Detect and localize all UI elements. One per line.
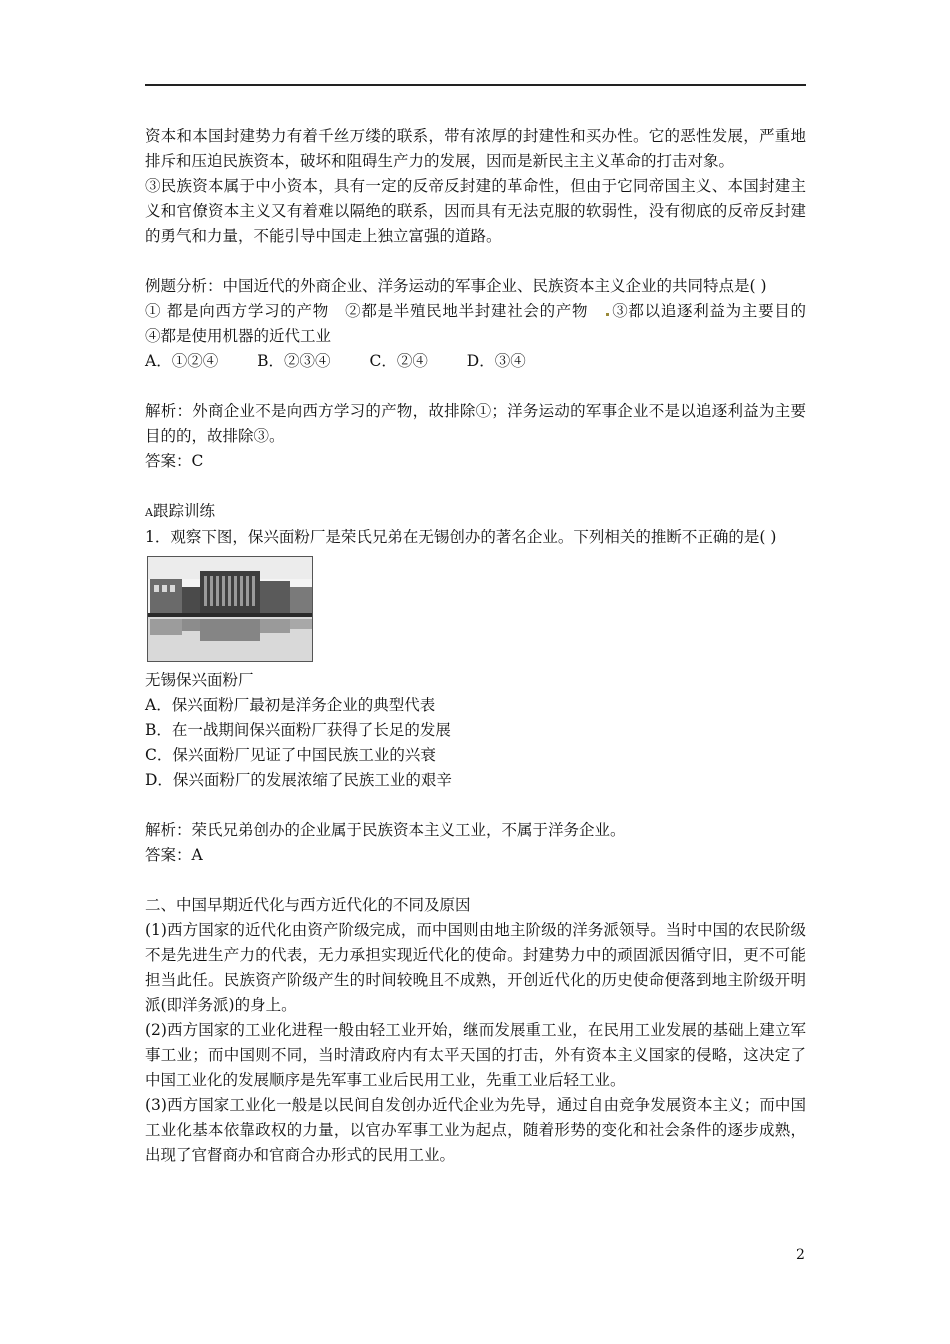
training-analysis: 解析：荣氏兄弟创办的企业属于民族资本主义工业，不属于洋务企业。 [145,821,626,839]
training-heading-text: 跟踪训练 [152,502,215,520]
paragraph-intro: 资本和本国封建势力有着千丝万缕的联系，带有浓厚的封建性和买办性。它的恶性发展，严重地排斥和压迫民族资本，破坏和阻碍生产力的发展，因而是新民主主义革命的打击对象。 [145,127,806,170]
figure-caption: 无锡保兴面粉厂 [145,671,254,689]
paragraph-point-3: ③民族资本属于中小资本，具有一定的反帝反封建的革命性，但由于它同帝国主义、本国封建主义和官僚资本主义又有着难以隔绝的联系，因而具有无法克服的软弱性，没有彻底的反帝反封建的勇气和力量，不能引导中国走上独立富强的道路。 [145,177,806,245]
training-option-a: A．保兴面粉厂最初是洋务企业的典型代表 [145,696,436,714]
example-statements [145,299,822,349]
example-statements-part1: ① 都是向西方学习的产物 ②都是半殖民地半封建社会的产物 [145,302,589,320]
training-answer: 答案：A [145,846,203,864]
flour-mill-photo [147,556,313,662]
page-number: 2 [796,1247,805,1263]
training-heading [145,499,806,525]
training-option-c: C．保兴面粉厂见证了中国民族工业的兴衰 [145,746,436,764]
example-option-d: D．③④ [466,352,526,370]
example-statements-part2: ③都以追逐利益为主要目的 ④都是使用机器的近代工业 [145,302,822,345]
section-2-item-2: (2)西方国家的工业化进程一般由轻工业开始，继而发展重工业，在民用工业发展的基础上建立军事工业；而中国则不同，当时清政府内有太平天国的打击，外有资本主义国家的侵略，这决定了中国工业化的发展顺序是先军事工业后民用工业，先重工业后轻工业。 [145,1021,806,1089]
training-option-b: B．在一战期间保兴面粉厂获得了长足的发展 [145,721,451,739]
example-options [145,349,806,374]
section-2-title: 二、中国早期近代化与西方近代化的不同及原因 [145,896,471,914]
example-option-b: B．②③④ [257,352,331,370]
example-option-c: C．②④ [369,352,428,370]
example-analysis: 解析：外商企业不是向西方学习的产物，故排除①；洋务运动的军事企业不是以追逐利益为主要目的的，故排除③。 [145,402,806,445]
page-content [145,124,822,1168]
header-rule [145,84,806,86]
example-answer: 答案：C [145,452,204,470]
section-2-item-1: (1)西方国家的近代化由资产阶级完成，而中国则由地主阶级的洋务派领导。当时中国的农民阶级不是先进生产力的代表，无力承担实现近代化的使命。封建势力中的顽固派因循守旧，更不可能担当此任。民族资产阶级产生的时间较晚且不成熟，开创近代化的历史使命便落到地主阶级开明派(即洋务派)的身上。 [145,921,806,1014]
stray-mark [606,313,609,316]
example-question: 例题分析：中国近代的外商企业、洋务运动的军事企业、民族资本主义企业的共同特点是( ) [145,277,767,295]
section-2-item-3: (3)西方国家工业化一般是以民间自发创办近代企业为先导，通过自由竞争发展资本主义；而中国工业化基本依靠政权的力量，以官办军事工业为起点，随着形势的变化和社会条件的逐步成熟，出现了官督商办和官商合办形式的民用工业。 [145,1096,806,1164]
training-prefix: A [145,506,153,519]
training-option-d: D．保兴面粉厂的发展浓缩了民族工业的艰辛 [145,771,452,789]
training-question: 1．观察下图，保兴面粉厂是荣氏兄弟在无锡创办的著名企业。下列相关的推断不正确的是( ) [145,528,777,546]
example-option-a: A．①②④ [145,352,219,370]
